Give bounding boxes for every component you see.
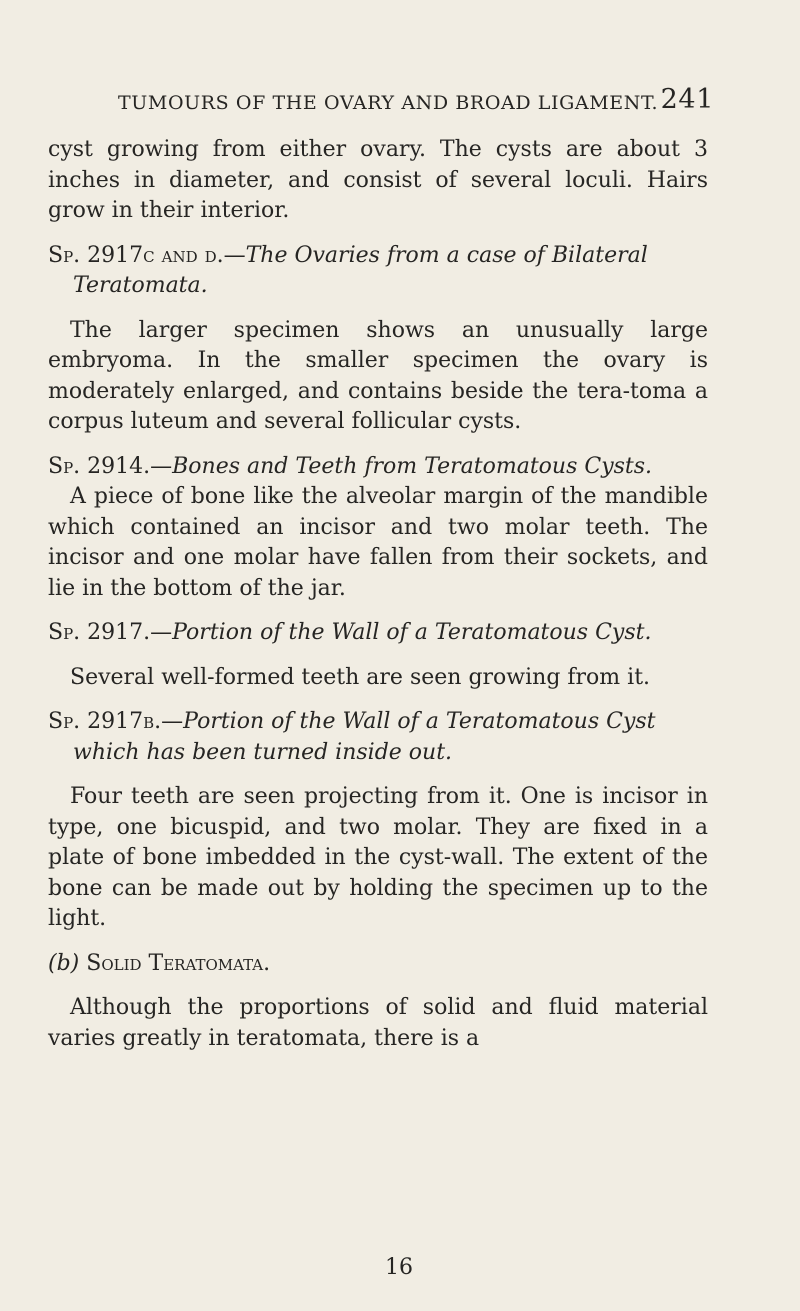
specimen-dash: — — [150, 620, 173, 645]
running-head-title: TUMOURS OF THE OVARY AND BROAD LIGAMENT. — [118, 92, 659, 114]
running-head — [118, 84, 714, 115]
specimen-label: Sp. 2914. — [48, 453, 151, 479]
signature-mark: 16 — [385, 1255, 413, 1280]
specimen-description: A piece of bone like the alveolar margin of the mandible which contained an incisor and two molar teeth. The incisor and one molar have fallen from their sockets, and lie in the bottom of the jar. — [48, 484, 708, 601]
section-marker: (b) — [48, 950, 80, 976]
specimen-dash: — — [150, 453, 173, 479]
specimen-label: Sp. 2917b. — [48, 709, 162, 734]
specimen-label: Sp. 2917. — [48, 620, 151, 645]
specimen-title: The Ovaries from a case of Bilateral Teratomata. — [73, 242, 648, 298]
continuation-paragraph: cyst growing from either ovary. The cysts are about 3 inches in diameter, and consist of several loculi. Hairs grow in their interior. — [48, 137, 708, 223]
specimen-title: Bones and Teeth from Teratomatous Cysts. — [172, 453, 653, 479]
specimen-heading-2917b — [48, 707, 708, 768]
body-text — [48, 135, 708, 1054]
page-number: 241 — [660, 84, 714, 115]
specimen-heading-2917c — [48, 241, 708, 302]
specimen-dash: — — [223, 242, 246, 268]
specimen-heading-2914 — [48, 452, 708, 483]
specimen-description: Several well-formed teeth are seen growing from it. — [70, 664, 651, 690]
specimen-title: Portion of the Wall of a Teratomatous Cyst. — [172, 620, 652, 645]
section-title: Solid Teratomata. — [86, 950, 271, 976]
section-heading — [48, 949, 708, 980]
specimen-description: The larger specimen shows an unusually large embryoma. In the smaller specimen the ovary is moderately enlarged, and contains beside the tera-toma a corpus luteum and several follicular cysts. — [48, 317, 708, 434]
specimen-dash: — — [161, 709, 184, 734]
specimen-label: Sp. 2917c and d. — [48, 242, 224, 268]
specimen-heading-2917 — [48, 618, 708, 649]
specimen-description: Four teeth are seen projecting from it. One is incisor in type, one bicuspid, and two molar. They are fixed in a plate of bone imbedded in the cyst-wall. The extent of the bone can be made out by holding the specimen up to the light. — [48, 784, 708, 931]
specimen-title: Portion of the Wall of a Teratomatous Cyst which has been turned inside out. — [73, 709, 656, 765]
closing-paragraph: Although the proportions of solid and fluid material varies greatly in teratomata, there is a — [48, 995, 708, 1051]
